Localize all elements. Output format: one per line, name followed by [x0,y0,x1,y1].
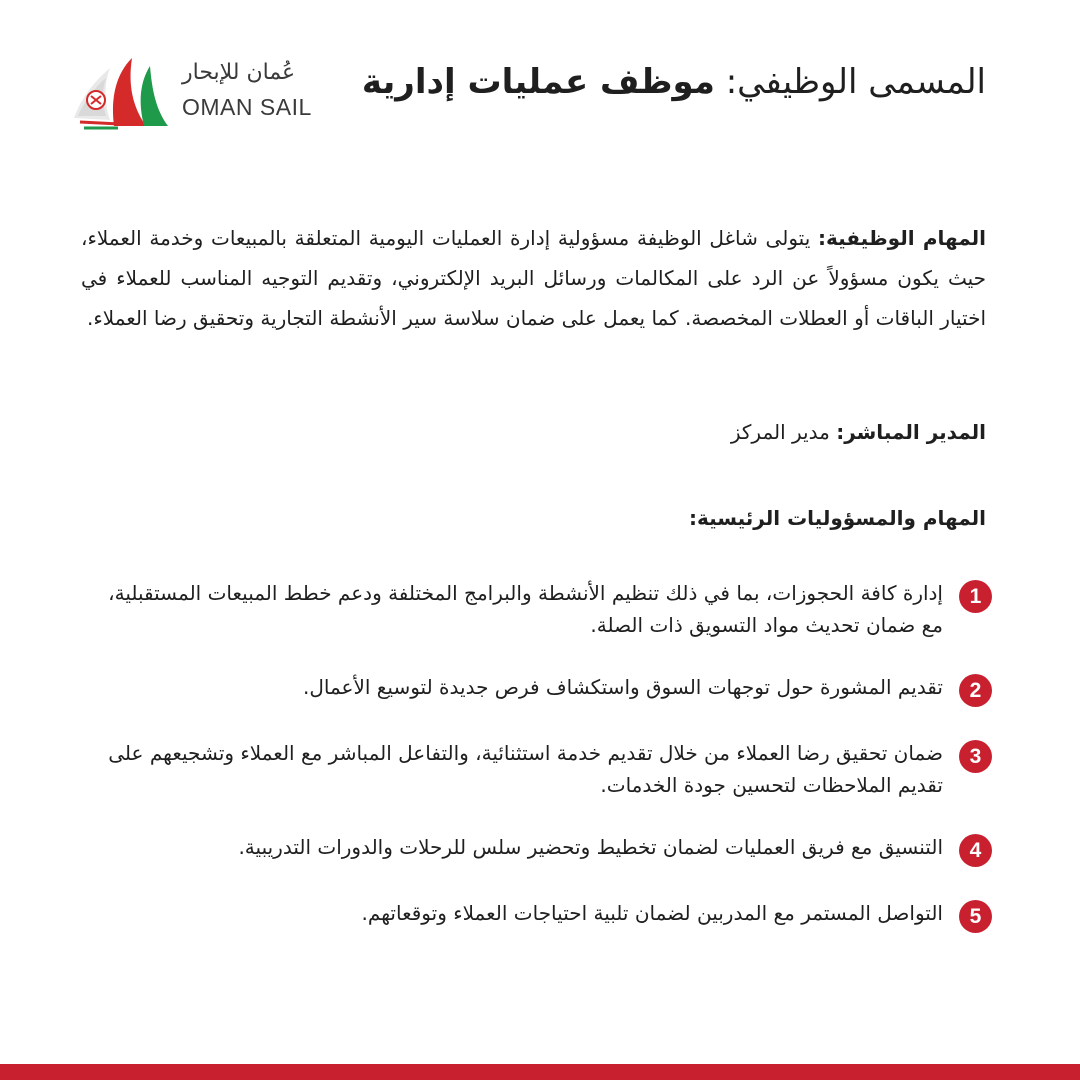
logo-english-text: OMAN SAIL [182,94,312,120]
oman-sail-logo [70,54,312,134]
title-prefix: المسمى الوظيفي: [725,62,986,102]
list-item [107,671,992,707]
item-text: التنسيق مع فريق العمليات لضمان تخطيط وتحضير سلس للرحلات والدورات التدريبية. [238,835,943,859]
item-number-badge: 1 [959,580,992,613]
sail-emblem-icon [70,54,180,134]
logo-arabic-text: عُمان للإبحار [182,60,296,85]
page-title [362,62,986,102]
item-number-badge: 5 [959,900,992,933]
item-text: التواصل المستمر مع المدربين لضمان تلبية احتياجات العملاء وتوقعاتهم. [361,901,943,925]
list-item [107,897,992,933]
duties-label: المهام الوظيفية: [817,226,987,250]
manager-label: المدير المباشر: [836,420,986,444]
title-value: موظف عمليات إدارية [361,62,715,102]
direct-manager [731,420,986,444]
list-item [107,831,992,867]
item-number-badge: 3 [959,740,992,773]
duties-text: يتولى شاغل الوظيفة مسؤولية إدارة العمليات اليومية المتعلقة بالمبيعات وخدمة العملاء، حيث يكون مسؤولاً عن الرد على المكالمات ورسائل البريد الإلكتروني، وتقديم التوجيه المناسب للعملاء في اختيار الباقات أو العطلات المخصصة. كما يعمل على ضمان سلاسة سير الأنشطة التجارية وتحقيق رضا العملاء. [81,226,986,330]
responsibilities-heading: المهام والمسؤوليات الرئيسية: [688,506,986,530]
footer-accent-bar [0,1064,1080,1080]
item-text: تقديم المشورة حول توجهات السوق واستكشاف فرص جديدة لتوسيع الأعمال. [302,675,943,699]
item-text: ضمان تحقيق رضا العملاء من خلال تقديم خدمة استثنائية، والتفاعل المباشر مع العملاء وتشجيعهم على تقديم الملاحظات لتحسين جودة الخدمات. [108,741,943,797]
responsibilities-list [107,577,992,933]
list-item [107,577,992,641]
list-item [107,737,992,801]
item-number-badge: 4 [959,834,992,867]
item-text: إدارة كافة الحجوزات، بما في ذلك تنظيم الأنشطة والبرامج المختلفة ودعم خطط المبيعات المستقبلية، مع ضمان تحديث مواد التسويق ذات الصلة. [108,581,943,637]
job-duties [81,218,986,338]
item-number-badge: 2 [959,674,992,707]
manager-value: مدير المركز [730,420,830,444]
